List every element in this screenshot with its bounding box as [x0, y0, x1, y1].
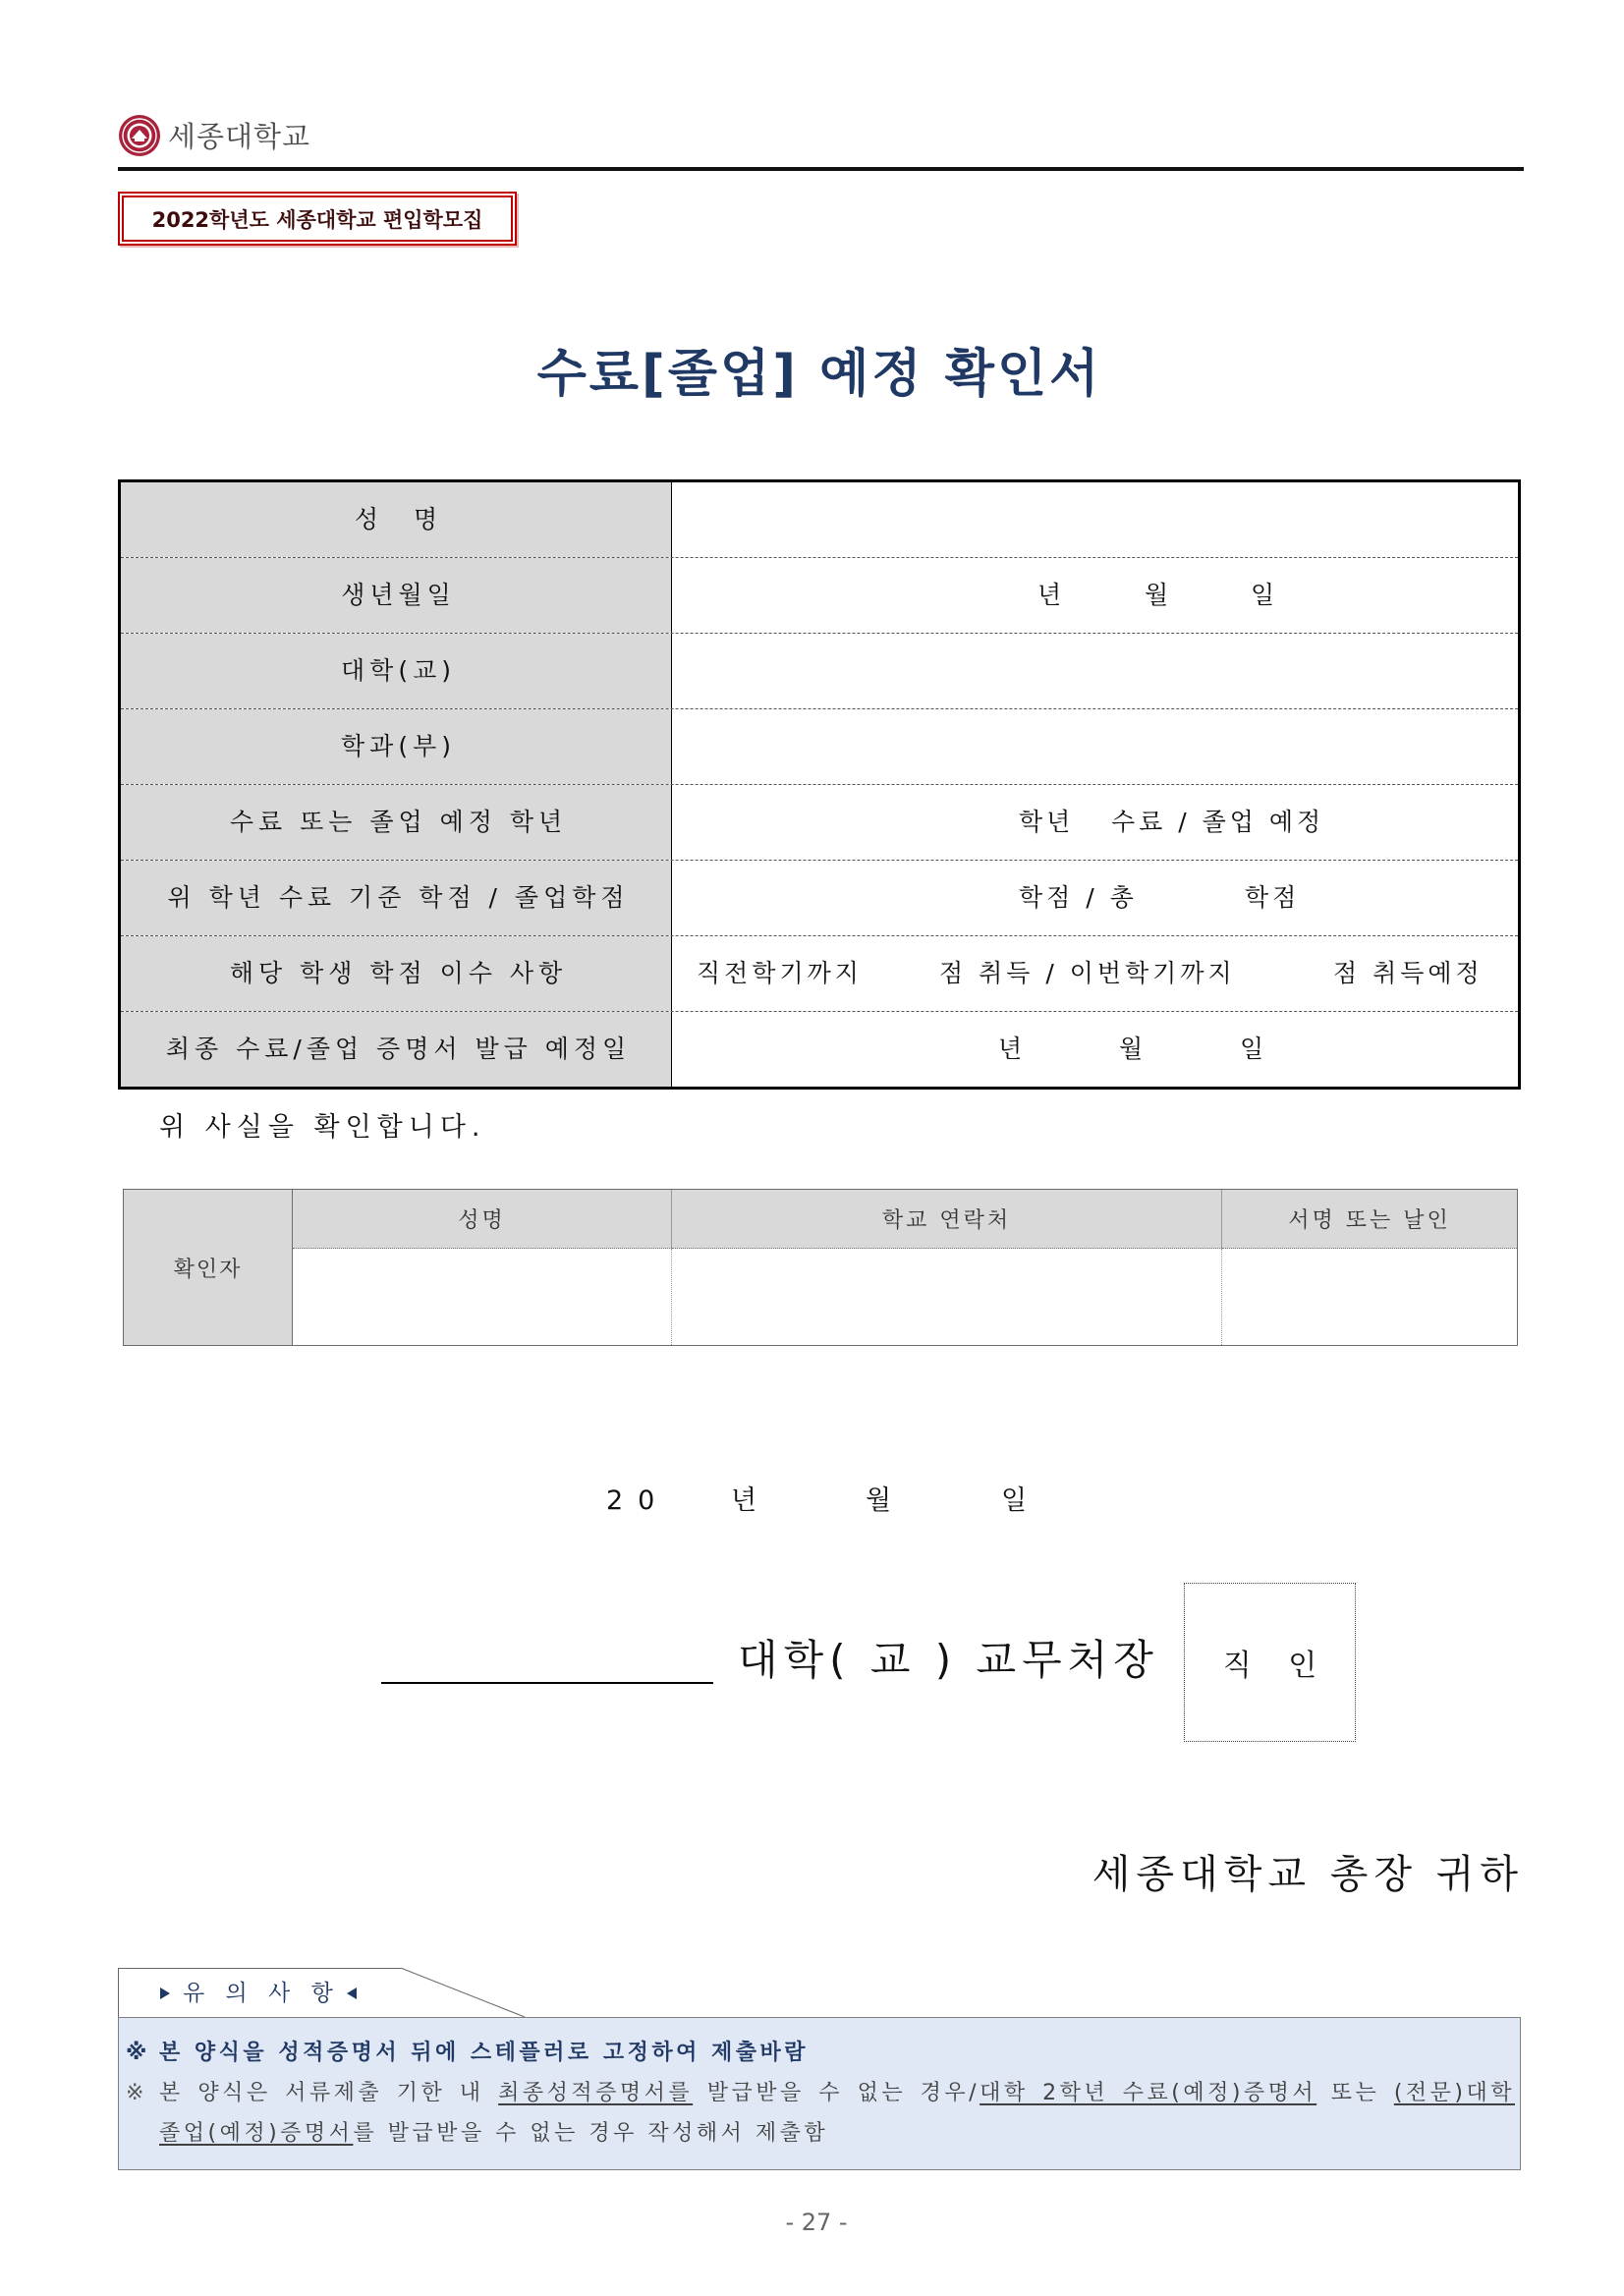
row-birthdate: [121, 558, 1518, 634]
page-number: - 27 -: [785, 2209, 848, 2236]
note-text: 발급받을 수 없는 경우/: [693, 2081, 980, 2105]
note-underlined-text: (전문)대학: [1393, 2081, 1515, 2105]
expected-year-value-cell: [672, 785, 1518, 860]
document-title: 수료[졸업] 예정 확인서: [536, 345, 1102, 404]
department-label: 학과(부): [121, 709, 672, 784]
issue-date-label: 최종 수료/졸업 증명서 발급 예정일: [121, 1012, 672, 1087]
expected-year-label: 수료 또는 졸업 예정 학년: [121, 785, 672, 860]
required-credits-value-cell: [672, 861, 1518, 935]
credits-unit: 학점: [1245, 883, 1301, 912]
credits-total-text: 학점 / 총: [1019, 883, 1138, 912]
row-earned-credits: [121, 936, 1518, 1012]
admission-badge-label: 2022학년도 세종대학교 편입학모집: [151, 207, 483, 232]
student-info-table: [118, 479, 1521, 1090]
confirmer-signature-cell: [1222, 1249, 1517, 1345]
triangle-right-icon: [159, 1986, 171, 2001]
row-required-credits: [121, 861, 1518, 936]
birthdate-label: 생년월일: [121, 558, 672, 633]
note-2-line-2: [159, 2116, 828, 2152]
row-name: [121, 482, 1518, 558]
completion-graduation-text: 수료 / 졸업 예정: [1111, 808, 1325, 836]
earned-credits-value-cell: [672, 936, 1518, 1011]
confirmer-table: [123, 1189, 1518, 1346]
header-rule: [118, 167, 1524, 171]
sejong-emblem-icon: [118, 114, 161, 157]
admission-badge: [118, 192, 517, 246]
confirmer-label: 확인자: [124, 1190, 293, 1345]
month-unit: 월: [1145, 581, 1173, 609]
row-issue-date: [121, 1012, 1518, 1087]
current-semester-text: 점 취득 / 이번학기까지: [939, 959, 1236, 987]
note-underlined-text: 졸업(예정)증명서: [159, 2121, 354, 2146]
earned-credits-label: 해당 학생 학점 이수 사항: [121, 936, 672, 1011]
triangle-left-icon: [346, 1986, 358, 2001]
name-value-cell: [672, 482, 1518, 557]
note-text: 또는: [1316, 2081, 1394, 2105]
year-unit: 년: [998, 1035, 1027, 1063]
university-value-cell: [672, 634, 1518, 708]
date-year-unit: 년: [731, 1485, 757, 1516]
confirmer-name-cell: [293, 1249, 672, 1345]
grade-unit: 학년: [1019, 808, 1075, 836]
addressee: 세종대학교 총장 귀하: [1092, 1852, 1524, 1897]
expected-credits-text: 점 취득예정: [1333, 959, 1484, 987]
confirmer-contact-header: 학교 연락처: [672, 1190, 1222, 1249]
name-label: 성 명: [121, 482, 672, 557]
day-unit: 일: [1240, 1035, 1268, 1063]
seal-label: 직 인: [1222, 1649, 1331, 1683]
note-1-bullet: ※: [126, 2041, 147, 2065]
notes-heading: 유 의 사 항: [183, 1981, 340, 2006]
confirmer-contact-cell: [672, 1249, 1222, 1345]
university-label: 대학(교): [121, 634, 672, 708]
note-text: 본 양식은 서류제출 기한 내: [159, 2081, 499, 2105]
university-logo-text: 세종대학교: [168, 120, 311, 153]
row-department: [121, 709, 1518, 785]
official-seal-box: [1184, 1583, 1356, 1742]
academic-affairs-director: 대학( 교 ) 교무처장: [738, 1636, 1159, 1684]
note-2-bullet: ※: [126, 2081, 144, 2105]
university-name-blank-line: [381, 1682, 713, 1684]
department-value-cell: [672, 709, 1518, 784]
year-unit: 년: [1037, 581, 1066, 609]
month-unit: 월: [1119, 1035, 1148, 1063]
previous-semester-text: 직전학기까지: [697, 959, 863, 987]
row-university: [121, 634, 1518, 709]
note-1-text: 본 양식을 성적증명서 뒤에 스테플러로 고정하여 제출바람: [159, 2041, 810, 2065]
note-underlined-text: 대학 2학년 수료(예정)증명서: [980, 2081, 1317, 2105]
day-unit: 일: [1251, 581, 1279, 609]
date-month-unit: 월: [866, 1485, 892, 1516]
date-year-prefix: 20: [606, 1485, 670, 1516]
required-credits-label: 위 학년 수료 기준 학점 / 졸업학점: [121, 861, 672, 935]
row-expected-year: [121, 785, 1518, 861]
date-day-unit: 일: [1001, 1485, 1028, 1516]
confirmer-name-header: 성명: [293, 1190, 672, 1249]
confirmer-signature-header: 서명 또는 날인: [1222, 1190, 1517, 1249]
note-2-line-1: [159, 2076, 1515, 2111]
issue-date-value-cell: [672, 1012, 1518, 1087]
note-text: 를 발급받을 수 없는 경우 작성해서 제출함: [353, 2121, 829, 2146]
note-underlined-text: 최종성적증명서를: [498, 2081, 694, 2105]
birthdate-value-cell: [672, 558, 1518, 633]
confirmation-statement: 위 사실을 확인합니다.: [159, 1112, 486, 1143]
